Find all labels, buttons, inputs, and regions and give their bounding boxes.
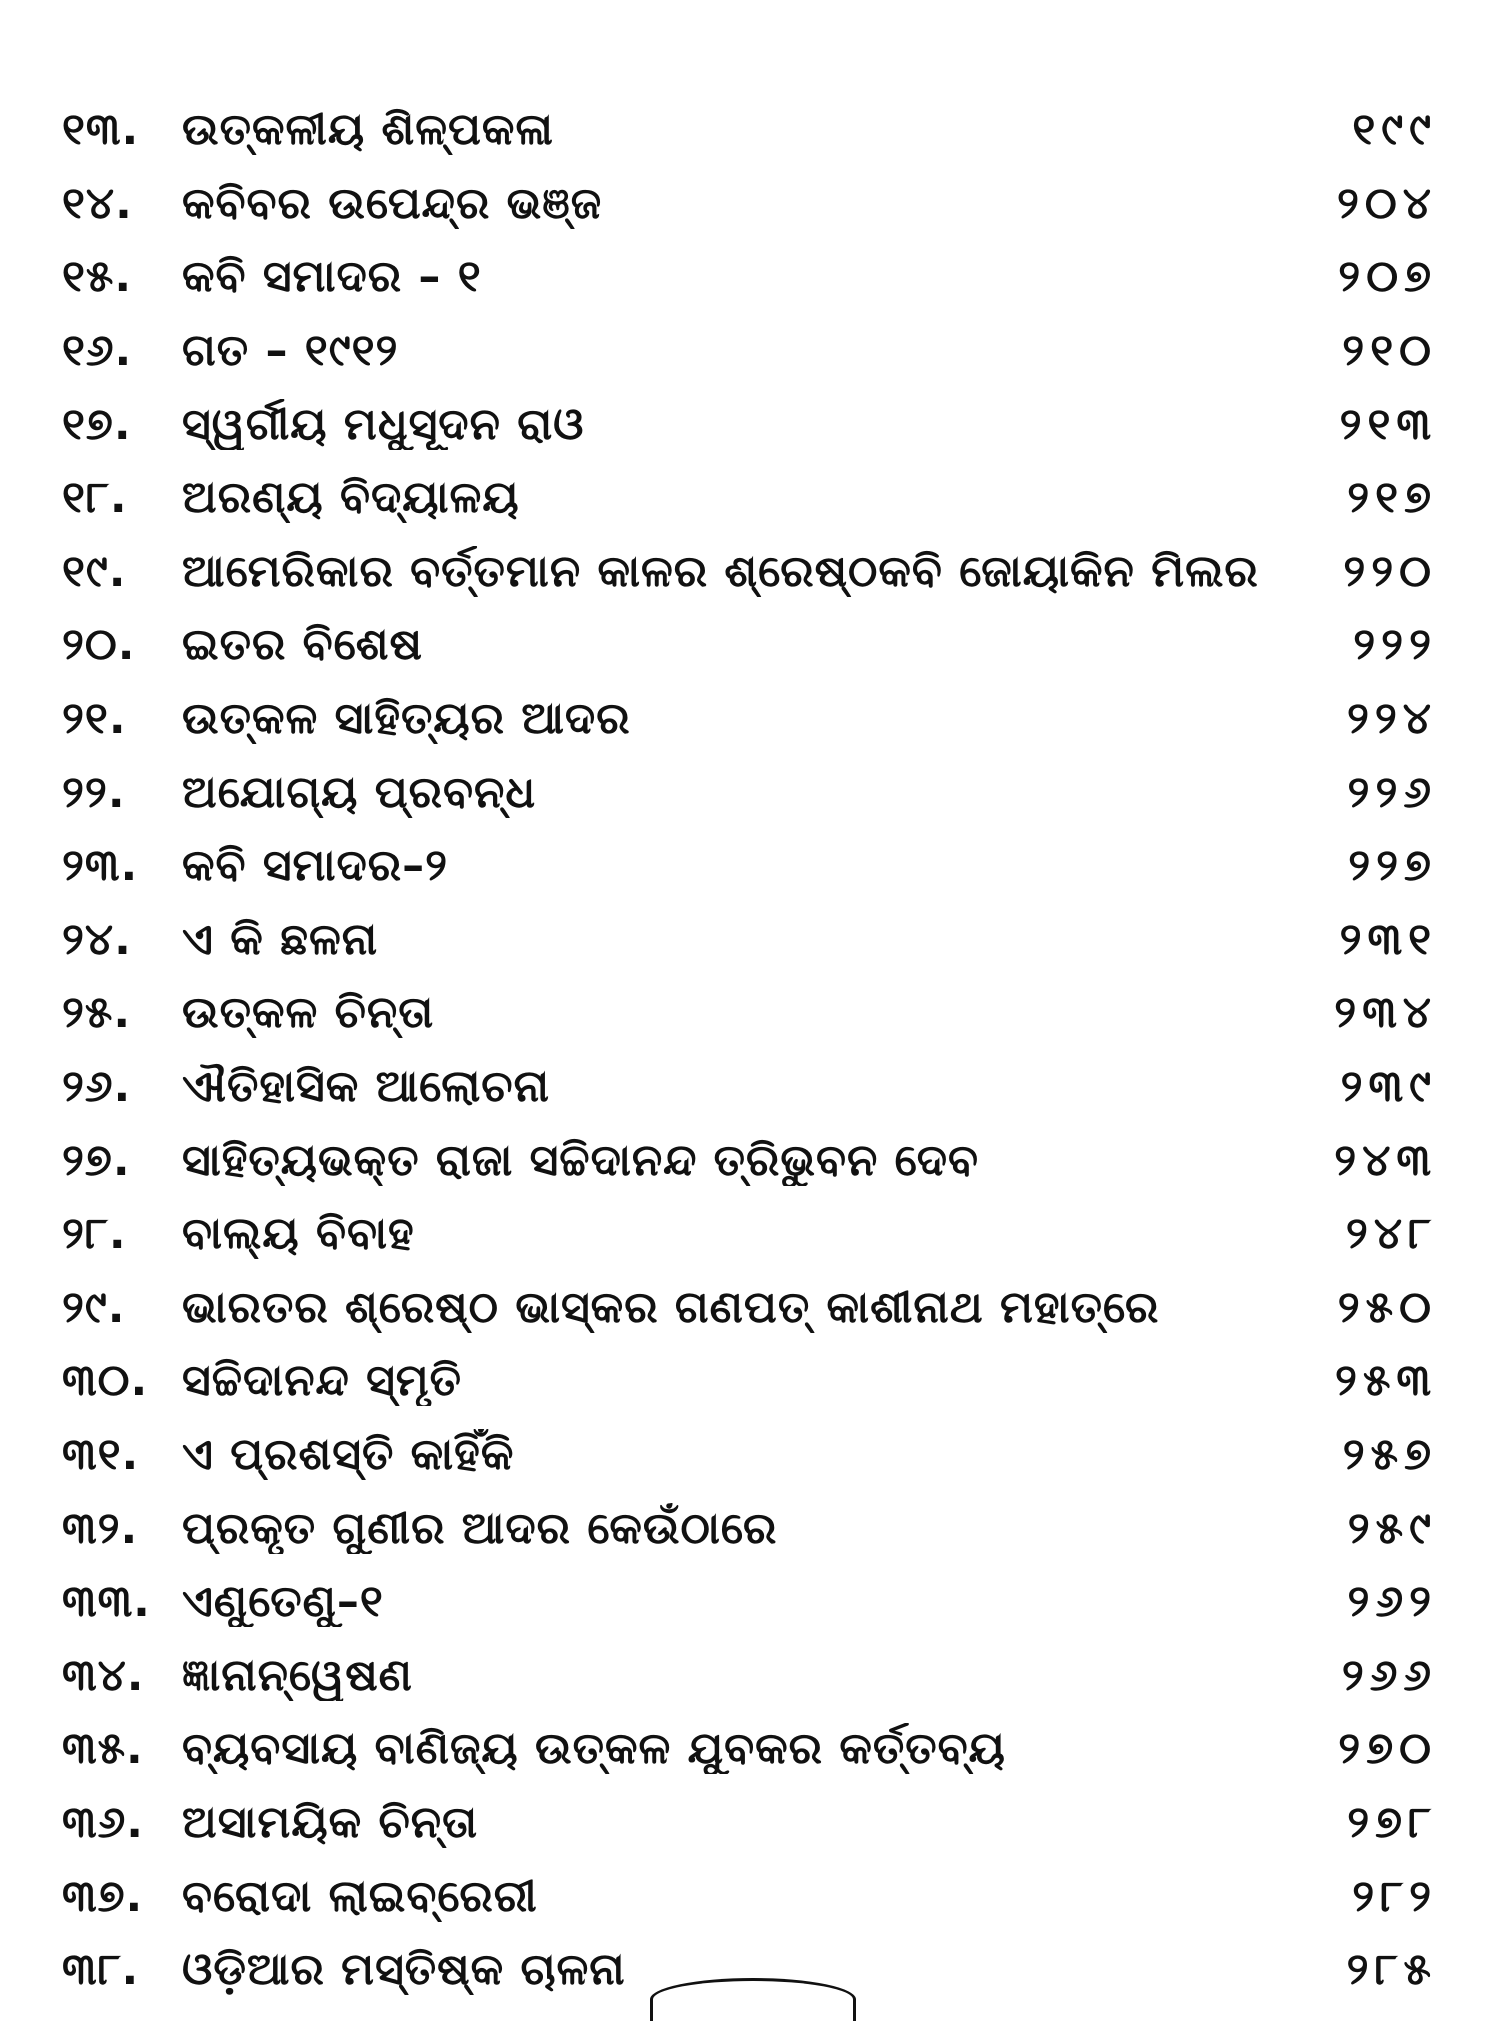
toc-entry-number: ୨୫. [62, 987, 132, 1039]
toc-entry [62, 1712, 1437, 1786]
toc-entry-page: ୨୪୩ [1334, 1134, 1437, 1186]
toc-entry-title: ଇତର ବିଶେଷ [182, 619, 423, 671]
toc-entry [62, 387, 1437, 461]
toc-entry-number: ୩୭. [62, 1870, 144, 1922]
toc-entry-page: ୨୬୨ [1347, 1576, 1437, 1628]
toc-entry-title: ଗତ – ୧୯୧୨ [182, 325, 399, 377]
toc-entry [62, 1050, 1437, 1124]
toc-entry-title: ସ୍ୱର୍ଗୀୟ ମଧୁସୂଦନ ରାଓ [182, 398, 585, 450]
table-of-contents [62, 93, 1437, 2006]
toc-entry-title: କବି ସମାଦର–୨ [182, 840, 449, 892]
toc-entry [62, 1565, 1437, 1639]
toc-entry-number: ୩୮. [62, 1944, 140, 1996]
toc-entry-title: ଉତ୍କଳ ସାହିତ୍ୟର ଆଦର [182, 693, 631, 745]
toc-entry [62, 1344, 1437, 1418]
toc-entry-number: ୩୩. [62, 1576, 151, 1628]
toc-entry [62, 903, 1437, 977]
toc-entry-number: ୩୬. [62, 1796, 144, 1848]
toc-entry-page: ୨୪୮ [1345, 1208, 1437, 1260]
toc-entry-title: ଅଯୋଗ୍ୟ ପ୍ରବନ୍ଧ [182, 766, 537, 818]
toc-entry-title: ବ୍ୟବସାୟ ବାଣିଜ୍ୟ ଉତ୍କଳ ଯୁବକର କର୍ତ୍ତବ୍ୟ [182, 1723, 1006, 1775]
toc-entry-number: ୨୮. [62, 1208, 127, 1260]
toc-entry-title: ବରୋଦା ଲାଇବ୍ରେରୀ [182, 1870, 538, 1922]
toc-entry [62, 93, 1437, 167]
toc-entry-number: ୩୧. [62, 1428, 140, 1480]
toc-entry-page: ୨୨୭ [1348, 840, 1437, 892]
toc-entry [62, 1491, 1437, 1565]
toc-entry [62, 755, 1437, 829]
toc-entry-page: ୨୮୫ [1346, 1944, 1437, 1996]
toc-entry-number: ୧୪. [62, 177, 133, 229]
toc-entry-page: ୨୨୬ [1347, 766, 1437, 818]
toc-entry-title: ଅରଣ୍ୟ ବିଦ୍ୟାଳୟ [182, 472, 520, 524]
toc-entry-page: ୨୦୪ [1337, 177, 1437, 229]
toc-entry-title: ସଚ୍ଚିଦାନନ୍ଦ ସ୍ମୃତି [182, 1355, 463, 1407]
toc-entry [62, 167, 1437, 241]
toc-entry-page: ୨୩୯ [1340, 1061, 1437, 1113]
toc-entry-page: ୨୫୭ [1342, 1428, 1437, 1480]
toc-entry-page: ୨୭୦ [1338, 1723, 1437, 1775]
toc-entry-number: ୧୩. [62, 104, 140, 156]
toc-entry-number: ୧୬. [62, 325, 133, 377]
toc-entry [62, 1786, 1437, 1860]
toc-entry [62, 314, 1437, 388]
toc-entry-title: ସାହିତ୍ୟଭକ୍ତ ରାଜା ସଚ୍ଚିଦାନନ୍ଦ ତ୍ରିଭୁବନ ଦେବ [182, 1134, 980, 1186]
toc-entry-number: ୩୦. [62, 1355, 149, 1407]
toc-entry [62, 461, 1437, 535]
toc-entry-number: ୨୨. [62, 766, 126, 818]
toc-entry-number: ୨୩. [62, 840, 139, 892]
toc-entry-page: ୨୧୭ [1347, 472, 1437, 524]
toc-entry [62, 1418, 1437, 1492]
toc-entry-page: ୨୩୧ [1339, 913, 1437, 965]
toc-entry-page: ୨୫୯ [1347, 1502, 1437, 1554]
toc-entry-page: ୨୨୦ [1343, 545, 1437, 597]
toc-entry-number: ୨୦. [62, 619, 136, 671]
toc-entry-number: ୨୬. [62, 1061, 132, 1113]
toc-entry-number: ୩୫. [62, 1723, 144, 1775]
toc-entry [62, 608, 1437, 682]
toc-entry-page: ୨୩୪ [1334, 987, 1437, 1039]
toc-entry-page: ୨୫୩ [1335, 1355, 1437, 1407]
toc-entry-title: ଭାରତର ଶ୍ରେଷ୍ଠ ଭାସ୍କର ଗଣପତ୍ କାଶୀନାଥ ମହାତ୍ରେ [182, 1281, 1160, 1333]
toc-entry-title: ଜ୍ଞାନାନ୍ୱେଷଣ [182, 1649, 413, 1701]
toc-entry-number: ୨୧. [62, 693, 127, 745]
toc-entry-title: ଏ କି ଛଳନା [182, 913, 379, 965]
toc-entry [62, 1638, 1437, 1712]
toc-entry [62, 682, 1437, 756]
toc-entry-number: ୨୯. [62, 1281, 126, 1333]
toc-entry [62, 240, 1437, 314]
toc-entry-title: ଓଡ଼ିଆର ମସ୍ତିଷ୍କ ଚାଳନା [182, 1944, 626, 1996]
toc-entry-number: ୩୨. [62, 1502, 139, 1554]
toc-entry-number: ୧୭. [62, 398, 132, 450]
toc-entry [62, 1271, 1437, 1345]
toc-entry-page: ୨୦୭ [1338, 251, 1437, 303]
toc-entry-title: ପ୍ରକୃତ ଗୁଣୀର ଆଦର କେଉଁଠାରେ [182, 1502, 778, 1554]
toc-entry-page: ୧୯୯ [1352, 104, 1437, 156]
toc-entry-title: ଅସାମୟିକ ଚିନ୍ତା [182, 1796, 479, 1848]
toc-entry-title: ଏଣୁତେଣୁ–୧ [182, 1576, 384, 1628]
toc-entry [62, 829, 1437, 903]
toc-entry [62, 1859, 1437, 1933]
toc-entry-page: ୨୭୮ [1347, 1796, 1437, 1848]
toc-entry [62, 535, 1437, 609]
toc-entry-page: ୨୬୬ [1341, 1649, 1437, 1701]
toc-entry-page: ୨୮୨ [1352, 1870, 1437, 1922]
toc-entry-title: କବି ସମାଦର – ୧ [182, 251, 482, 303]
toc-entry-page: ୨୫୦ [1337, 1281, 1437, 1333]
toc-entry-number: ୨୭. [62, 1134, 131, 1186]
toc-entry-title: ବାଲ୍ୟ ବିବାହ [182, 1208, 415, 1260]
toc-entry-page: ୨୧୦ [1342, 325, 1437, 377]
toc-entry-page: ୨୨୪ [1346, 693, 1437, 745]
toc-entry-page: ୨୧୩ [1339, 398, 1437, 450]
toc-entry-number: ୧୮. [62, 472, 128, 524]
toc-entry [62, 976, 1437, 1050]
toc-entry [62, 1197, 1437, 1271]
toc-entry-number: ୧୯. [62, 545, 127, 597]
toc-entry-title: କବିବର ଉପେନ୍ଦ୍ର ଭଞ୍ଜ [182, 177, 603, 229]
toc-entry-title: ଏ ପ୍ରଶସ୍ତି କାହିଁକି [182, 1428, 515, 1480]
toc-entry-number: ୨୪. [62, 913, 132, 965]
toc-entry-page: ୨୨୨ [1353, 619, 1437, 671]
toc-entry [62, 1123, 1437, 1197]
toc-entry-number: ୧୫. [62, 251, 133, 303]
toc-entry-title: ଆମେରିକାର ବର୍ତ୍ତମାନ କାଳର ଶ୍ରେଷ୍ଠକବି ଜୋୟାକିନ ମିଲର [182, 545, 1259, 597]
toc-entry-title: ଉତ୍କଳୀୟ ଶିଳ୍ପକଳା [182, 104, 554, 156]
toc-entry-title: ଉତ୍କଳ ଚିନ୍ତା [182, 987, 435, 1039]
toc-entry-number: ୩୪. [62, 1649, 145, 1701]
toc-entry-title: ଐତିହାସିକ ଆଲୋଚନା [182, 1061, 550, 1113]
